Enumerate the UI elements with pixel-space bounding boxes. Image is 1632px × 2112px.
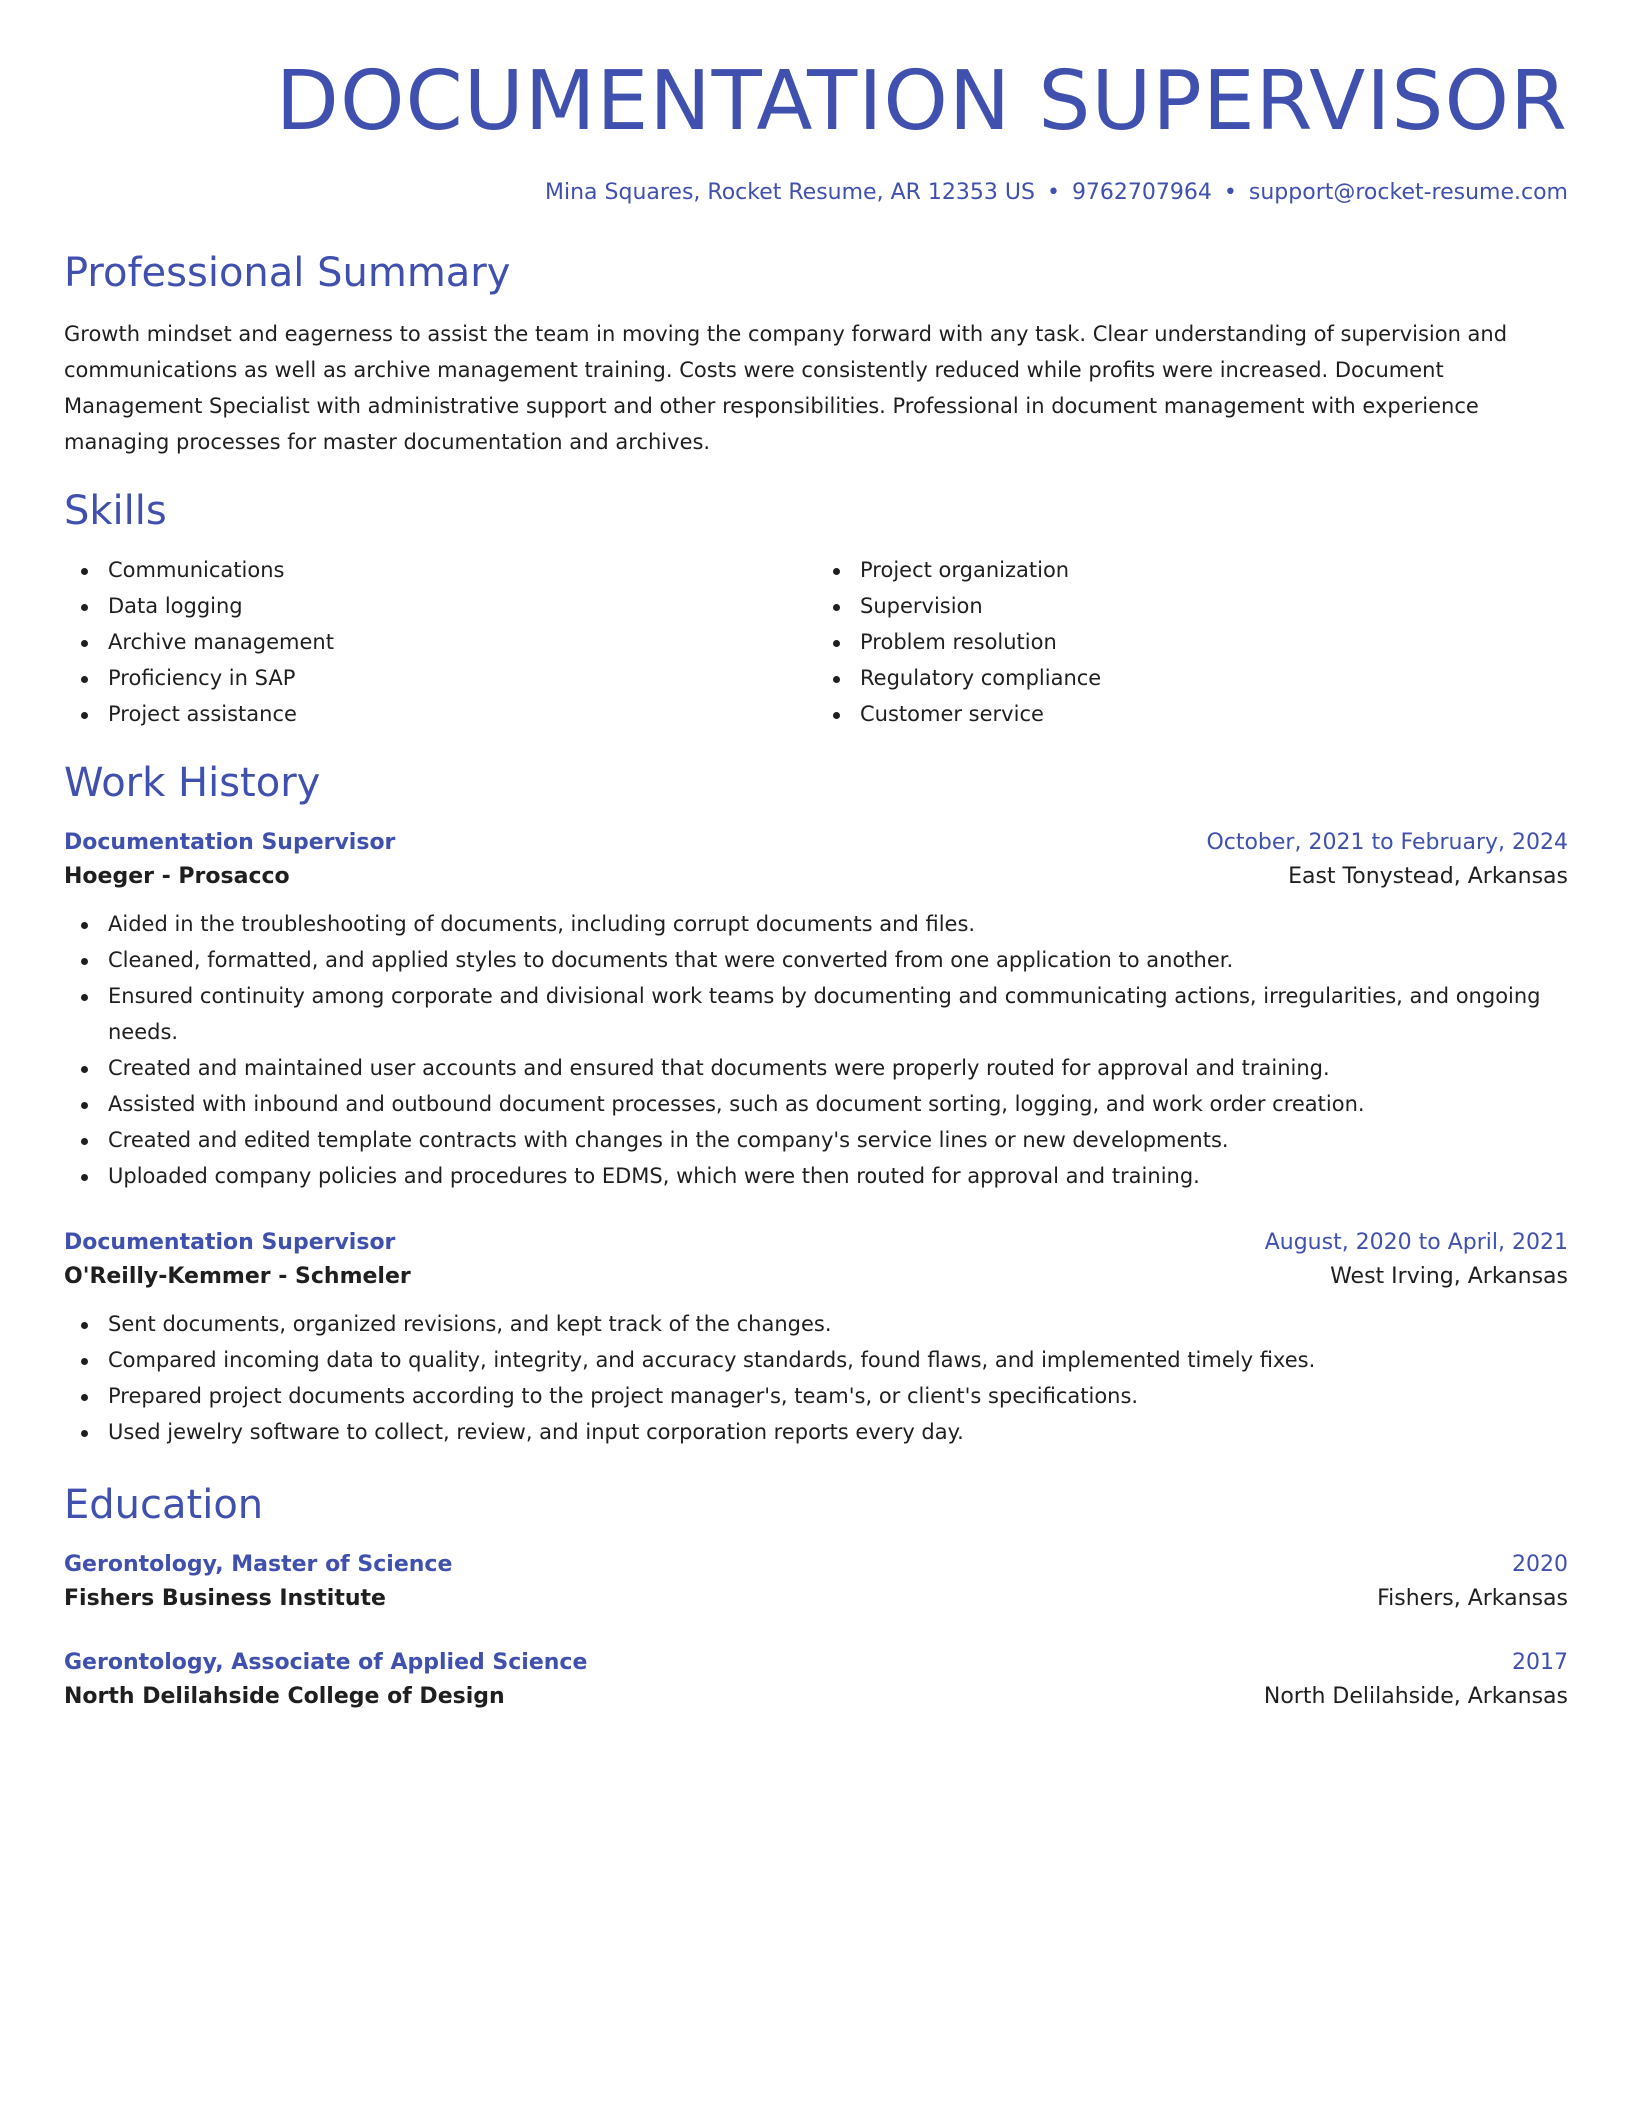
education-heading: Education <box>64 1482 264 1528</box>
education-entry <box>64 1646 1568 1714</box>
skills-column-right <box>816 552 1568 732</box>
job-bullet: Assisted with inbound and outbound document processes, such as document sorting, logging, and work order creation. <box>108 1086 1568 1122</box>
contact-separator: • <box>1046 180 1060 205</box>
skill-item: Regulatory compliance <box>860 660 1568 696</box>
contact-separator: • <box>1223 180 1237 205</box>
job-bullet: Cleaned, formatted, and applied styles to documents that were converted from one application to another. <box>108 942 1568 978</box>
resume-page <box>64 0 1568 1714</box>
contact-email: support@rocket-resume.com <box>1248 180 1568 205</box>
job-entry <box>64 826 1568 1194</box>
education-school-row <box>64 1582 1568 1616</box>
job-location: East Tonystead, Arkansas <box>1288 864 1568 889</box>
skill-item: Communications <box>108 552 816 588</box>
job-bullets <box>64 1306 1568 1450</box>
contact-address: Mina Squares, Rocket Resume, AR 12353 US <box>545 180 1035 205</box>
skill-item: Archive management <box>108 624 816 660</box>
job-bullet: Prepared project documents according to the project manager's, team's, or client's specifications. <box>108 1378 1568 1414</box>
education-degree: Gerontology, Master of Science <box>64 1552 453 1577</box>
education-year: 2017 <box>1512 1650 1568 1675</box>
skill-item: Problem resolution <box>860 624 1568 660</box>
job-company: Hoeger - Prosacco <box>64 864 290 889</box>
job-bullet: Compared incoming data to quality, integrity, and accuracy standards, found flaws, and implemented timely fixes. <box>108 1342 1568 1378</box>
education-header-row <box>64 1646 1568 1680</box>
job-bullet: Created and edited template contracts with changes in the company's service lines or new developments. <box>108 1122 1568 1158</box>
job-bullet: Created and maintained user accounts and ensured that documents were properly routed for approval and training. <box>108 1050 1568 1086</box>
job-header-row <box>64 826 1568 860</box>
skills-column-left <box>64 552 816 732</box>
job-header-row <box>64 1226 1568 1260</box>
work-history-heading: Work History <box>64 760 321 806</box>
job-dates: October, 2021 to February, 2024 <box>1206 830 1568 855</box>
education-degree: Gerontology, Associate of Applied Science <box>64 1650 588 1675</box>
education-location: North Delilahside, Arkansas <box>1263 1684 1568 1709</box>
education-entry <box>64 1548 1568 1616</box>
job-title: Documentation Supervisor <box>64 1230 396 1255</box>
skill-item: Project assistance <box>108 696 816 732</box>
job-location: West Irving, Arkansas <box>1330 1264 1568 1289</box>
job-entry <box>64 1226 1568 1450</box>
skill-item: Project organization <box>860 552 1568 588</box>
job-bullet: Sent documents, organized revisions, and kept track of the changes. <box>108 1306 1568 1342</box>
skill-item: Data logging <box>108 588 816 624</box>
job-company-row <box>64 1260 1568 1294</box>
job-title: Documentation Supervisor <box>64 830 396 855</box>
education-school: North Delilahside College of Design <box>64 1684 505 1709</box>
job-bullets <box>64 906 1568 1194</box>
skill-item: Customer service <box>860 696 1568 732</box>
contact-phone: 9762707964 <box>1071 180 1212 205</box>
job-bullet: Aided in the troubleshooting of documents, including corrupt documents and files. <box>108 906 1568 942</box>
job-company-row <box>64 860 1568 894</box>
job-bullet: Uploaded company policies and procedures to EDMS, which were then routed for approval and training. <box>108 1158 1568 1194</box>
job-company: O'Reilly-Kemmer - Schmeler <box>64 1264 411 1289</box>
skills-heading: Skills <box>64 488 167 534</box>
education-header-row <box>64 1548 1568 1582</box>
skill-item: Supervision <box>860 588 1568 624</box>
summary-heading: Professional Summary <box>64 250 511 296</box>
job-bullet: Used jewelry software to collect, review, and input corporation reports every day. <box>108 1414 1568 1450</box>
summary-text: Growth mindset and eagerness to assist the team in moving the company forward with any task. Clear understanding of supervision and communications as well as archive management training. Costs were consistently reduced while profits were increased. Document Management Specialist with administrative support and other responsibilities. Professional in document management with experience managing processes for master documentation and archives. <box>64 322 1508 454</box>
education-year: 2020 <box>1512 1552 1568 1577</box>
job-bullet: Ensured continuity among corporate and divisional work teams by documenting and communicating actions, irregularities, and ongoing needs. <box>108 978 1568 1050</box>
resume-title: DOCUMENTATION SUPERVISOR <box>275 54 1568 149</box>
education-location: Fishers, Arkansas <box>1377 1586 1568 1611</box>
education-school: Fishers Business Institute <box>64 1586 386 1611</box>
skills-list <box>64 552 1568 732</box>
contact-line <box>64 178 1568 208</box>
job-dates: August, 2020 to April, 2021 <box>1264 1230 1568 1255</box>
skill-item: Proficiency in SAP <box>108 660 816 696</box>
education-school-row <box>64 1680 1568 1714</box>
